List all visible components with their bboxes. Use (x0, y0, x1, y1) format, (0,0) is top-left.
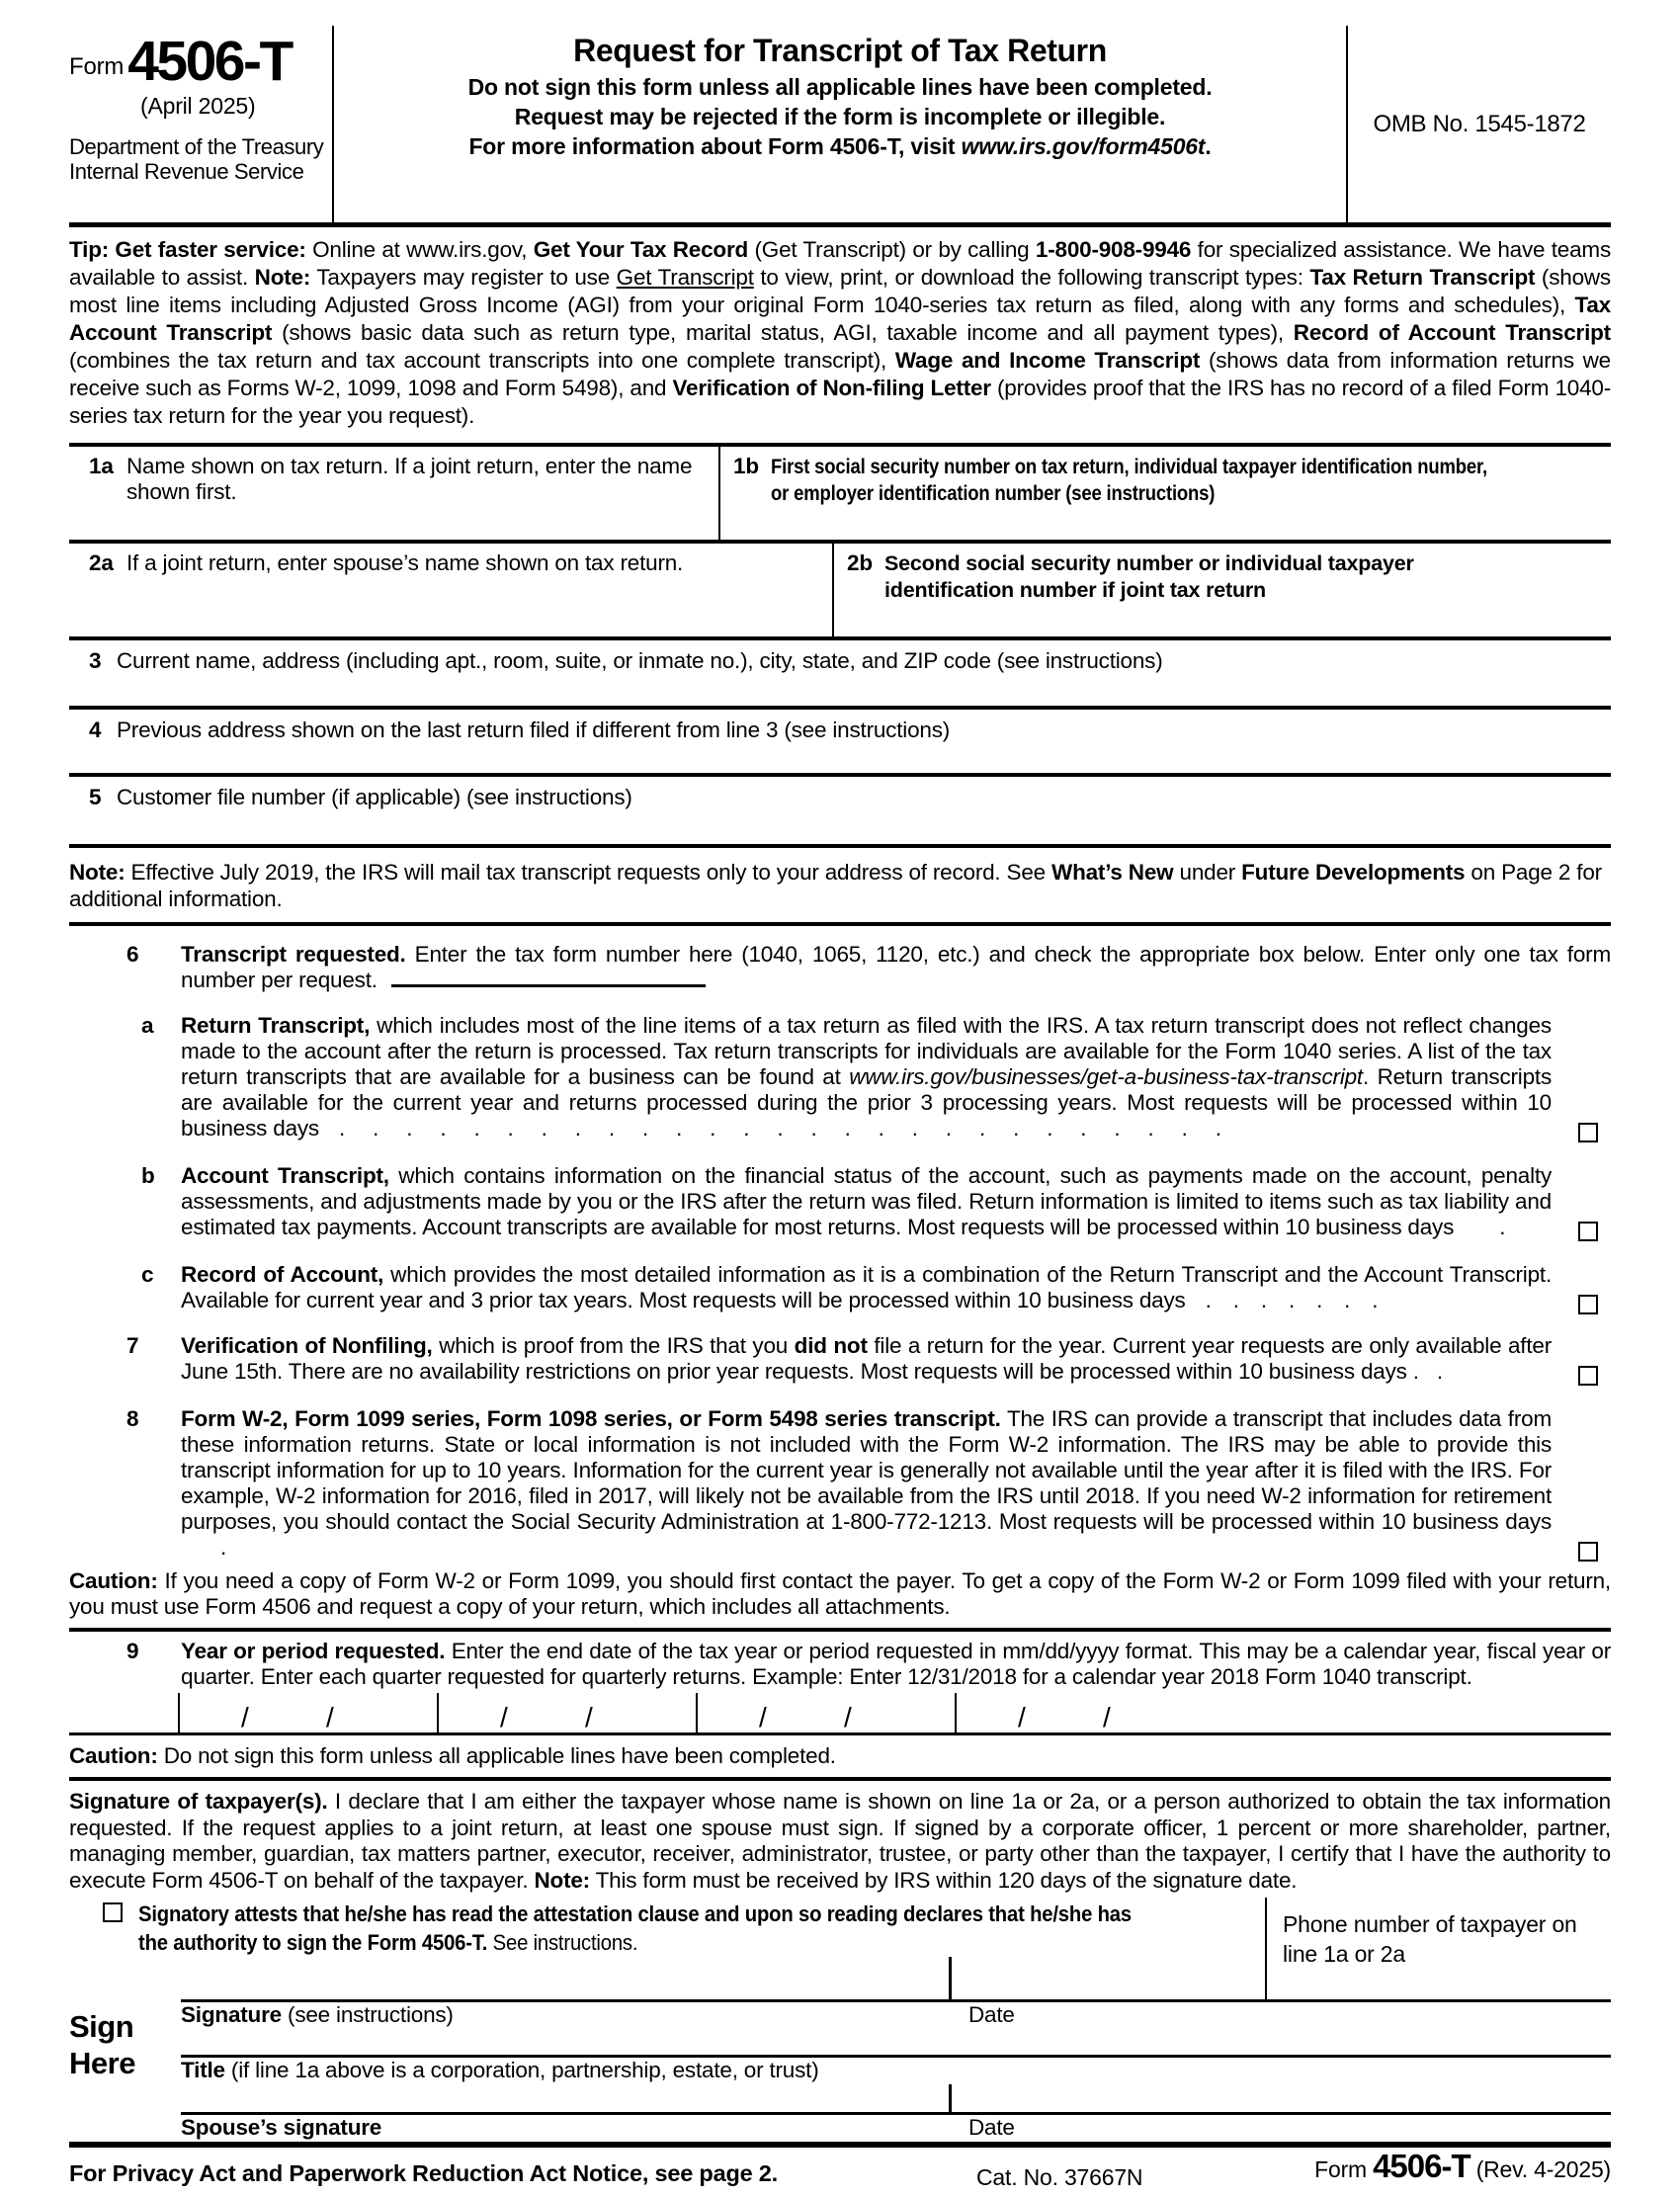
line-3-number: 3 (89, 648, 102, 673)
signature-input-area[interactable] (138, 1957, 1265, 2002)
footer-form-word: Form (1314, 2156, 1367, 2182)
sign-here-section (69, 1898, 1611, 2142)
date-slash: / (585, 1702, 593, 1732)
line-6b-letter: b (141, 1163, 155, 1188)
field-1a-name-area[interactable] (69, 447, 718, 540)
spouse-signature-input-area[interactable] (69, 2084, 1611, 2112)
date-requested-cell-3[interactable] (696, 1693, 955, 1732)
signature-label: Signature (see instructions) (181, 2002, 454, 2027)
line-2b-label: Second social security number or individual taxpayer identification number if joint tax return (884, 551, 1414, 602)
signature-date-label: Date (968, 2002, 1015, 2027)
row-1 (69, 447, 1611, 544)
record-of-account-checkbox[interactable] (1578, 1295, 1598, 1314)
caution-w2-copy: Caution: If you need a copy of Form W-2 or Form 1099, you should first contact the payer. To get a copy of the Form W-2 or Form 1099 filed with your return, you must use Form 4506 and request a copy of your return, which includes all attachments. (69, 1568, 1611, 1632)
line-1a-label: Name shown on tax return. If a joint return, enter the name shown first. (126, 454, 693, 504)
line-2a-label: If a joint return, enter spouse’s name shown on tax return. (126, 550, 684, 575)
attestation-plain: See instructions. (487, 1930, 638, 1955)
line-6-text: Transcript requested. Enter the tax form number here (1040, 1065, 1120, etc.) and check the appropriate box below. Enter only one tax form number per request. (181, 942, 1612, 992)
line-9-year-or-period (69, 1632, 1611, 1690)
dot-leader: . . . . . . . . . . . . . . . . . . . . . . . . . . . (339, 1116, 1221, 1141)
date-column-divider (949, 2084, 952, 2112)
phone-number-label: Phone number of taxpayer on line 1a or 2a (1283, 1911, 1577, 1967)
header-instruction-2: Request may be rejected if the form is incomplete or illegible. (514, 104, 1166, 129)
title-input-area[interactable] (69, 2029, 1611, 2055)
tax-form-number-input-line[interactable] (391, 983, 706, 987)
dot-leader: . (1499, 1215, 1506, 1239)
year-period-entry-row (69, 1690, 1611, 1735)
spouse-label-row (69, 2115, 1611, 2142)
line-6b-account-transcript (69, 1163, 1611, 1240)
line-7-verification-of-nonfiling (69, 1333, 1611, 1385)
date-slash: / (500, 1702, 508, 1732)
return-transcript-checkbox[interactable] (1578, 1123, 1598, 1142)
line-5-label: Customer file number (if applicable) (see instructions) (117, 785, 632, 809)
form-number-block (69, 26, 334, 222)
name-ssn-table (69, 447, 1611, 640)
dot-leader: . (1436, 1359, 1443, 1384)
form-word: Form (69, 53, 125, 80)
field-5-customer-file-number-area[interactable] (69, 777, 1611, 848)
signature-declaration: Signature of taxpayer(s). I declare that I am either the taxpayer whose name is shown on line 1a or 2a, or a person authorized to obtain the tax information requested. If the request applies to a joint return, at least one spouse must sign. If signed by a corporate officer, 1 percent or more shareholder, partner, managing member, guardian, tax matters partner, executor, receiver, administrator, trustee, or party other than the taxpayer, I certify that I have the authority to execute Form 4506-T on behalf of the taxpayer. Note: This form must be received by IRS within 120 days of the signature date. (69, 1789, 1611, 1893)
date-slash: / (844, 1702, 852, 1732)
sign-here-label: Sign Here (69, 2009, 135, 2080)
agency-line-2: Internal Revenue Service (69, 159, 304, 184)
dot-leader: . (220, 1535, 227, 1560)
line-6a-return-transcript (69, 1013, 1611, 1141)
line-6b-text: Account Transcript, which contains information on the financial status of the account, such as payments made on the account, penalty assessments, and adjustments made by you or the IRS after the return was filed. Return information is limited to items such as tax liability and estimated tax payments. Account transcripts are available for most returns. Most requests will be processed within 10 business days (181, 1163, 1552, 1239)
agency-line-1: Department of the Treasury (69, 134, 324, 159)
field-4-previous-address-area[interactable] (69, 710, 1611, 777)
line-6-transcript-requested (69, 942, 1611, 993)
attestation-text (138, 1900, 1152, 1957)
header-instruction-1: Do not sign this form unless all applicable lines have been completed. (467, 74, 1213, 100)
line-6c-letter: c (141, 1262, 154, 1287)
footer-revision: (Rev. 4-2025) (1475, 2156, 1611, 2182)
dot-leader: . . . . . . . (1205, 1288, 1379, 1312)
agency-block (69, 134, 324, 184)
line-6a-text: Return Transcript, which includes most of the line items of a tax return as filed with the IRS. A tax return transcript does not reflect changes made to the account after the return is processed. Tax return transcripts for individuals are available for the Form 1040 series. A list of the tax return transcripts that are available for a business can be found at www.irs.gov/businesses/get-a-business-tax-transcript. Return transcripts are available for the current year and returns processed during the prior 3 processing years. Most requests will be processed within 10 business days (181, 1013, 1552, 1141)
attestation-row (69, 1898, 1611, 2002)
omb-number: OMB No. 1545-1872 (1346, 26, 1611, 222)
line-7-text: Verification of Nonfiling, which is proof from the IRS that you did not file a return for the year. Current year requests are only available after June 15th. There are no availability restrictions on prior year requests. Most requests will be processed within 10 business days . (181, 1333, 1552, 1384)
verification-nonfiling-checkbox[interactable] (1578, 1366, 1598, 1386)
date-requested-cell-4[interactable] (955, 1693, 1214, 1732)
catalog-number: Cat. No. 37667N (976, 2164, 1143, 2190)
field-3-current-address-area[interactable] (69, 640, 1611, 710)
field-2b-ssn-area[interactable] (832, 544, 1611, 636)
line-8-text: Form W-2, Form 1099 series, Form 1098 series, or Form 5498 series transcript. The IRS can provide a transcript that includes data from these information returns. State or local information is not included with the Form W-2 information. The IRS may be able to provide this transcript information for up to 10 years. Information for the current year is generally not available until the year after it is filed with the IRS. For example, W-2 information for 2016, filed in 2017, will likely not be available from the IRS until 2018. If you need W-2 information for retirement purposes, you should contact the Social Security Administration at 1-800-772-1213. Most requests will be processed within 10 business days (181, 1406, 1552, 1534)
date-slash: / (326, 1702, 334, 1732)
page-title: Request for Transcript of Tax Return (573, 33, 1107, 68)
title-label: Title (if line 1a above is a corporation, partnership, estate, or trust) (181, 2058, 819, 2082)
note-paragraph: Note: Effective July 2019, the IRS will mail tax transcript requests only to your address of record. See What’s New under Future Developments on Page 2 for additional information. (69, 848, 1611, 926)
page-footer (69, 2148, 1611, 2197)
date-slash: / (759, 1702, 767, 1732)
date-column-divider (949, 1957, 952, 2002)
line-2b-number: 2b (847, 550, 873, 575)
title-label-row (69, 2058, 1611, 2084)
attestation-bold: Signatory attests that he/she has read the attestation clause and upon so reading declares that he/she has the authority to sign the Form 4506-T. (138, 1901, 1132, 1955)
line-1a-number: 1a (89, 454, 114, 478)
date-slash: / (241, 1702, 249, 1732)
field-1b-ssn-area[interactable] (718, 447, 1611, 540)
header-instruction-3: For more information about Form 4506-T, visit www.irs.gov/form4506t. (468, 133, 1212, 159)
footer-form-number: 4506-T (1373, 2148, 1470, 2184)
form-revision-date: (April 2025) (140, 93, 256, 119)
line-3-label: Current name, address (including apt., room, suite, or inmate no.), city, state, and ZIP code (see instructions) (117, 648, 1163, 673)
account-transcript-checkbox[interactable] (1578, 1222, 1598, 1241)
phone-number-input-area[interactable] (1283, 1969, 1611, 2002)
phone-number-cell (1265, 1898, 1611, 2002)
line-1b-number: 1b (733, 454, 759, 478)
date-slash: / (1018, 1702, 1026, 1732)
footer-form-id (1314, 2148, 1611, 2184)
line-8-w2-1099-transcript (69, 1406, 1611, 1561)
date-requested-cell-1[interactable] (178, 1693, 437, 1732)
line-1b-label: First social security number on tax return, individual taxpayer identification number, or employer identification number (see instructions) (771, 455, 1487, 505)
form-title-block (334, 26, 1346, 222)
line-4-label: Previous address shown on the last return filed if different from line 3 (see instructions) (117, 718, 951, 742)
row-2 (69, 544, 1611, 640)
line-6c-text: Record of Account, which provides the most detailed information as it is a combination of the Return Transcript and the Account Transcript. Available for current year and 3 prior tax years. Most requests will be processed within 10 business days (181, 1262, 1553, 1312)
line-6-number: 6 (126, 942, 139, 967)
line-9-text: Year or period requested. Enter the end date of the tax year or period requested in mm/dd/yyyy format. This may be a calendar year, fiscal year or quarter. Enter each quarter requested for quarterly returns. Example: Enter 12/31/2018 for a calendar year 2018 Form 1040 transcript. (181, 1639, 1611, 1689)
spouse-date-label: Date (968, 2115, 1015, 2140)
line-4-number: 4 (89, 718, 102, 742)
attestation-area (69, 1898, 1265, 2002)
spouse-signature-label: Spouse’s signature (181, 2115, 382, 2140)
line-9-number: 9 (126, 1639, 139, 1663)
line-6a-letter: a (141, 1013, 154, 1038)
signature-label-row (69, 2002, 1611, 2029)
form-number-line (69, 30, 324, 93)
line-5-number: 5 (89, 785, 102, 809)
line-7-number: 7 (126, 1333, 139, 1358)
privacy-act-notice: For Privacy Act and Paperwork Reduction Act Notice, see page 2. (69, 2160, 778, 2186)
form-header (69, 26, 1611, 227)
field-2a-spouse-name-area[interactable] (69, 544, 832, 636)
line-8-number: 8 (126, 1406, 139, 1431)
form-number: 4506-T (127, 30, 292, 93)
date-slash: / (1103, 1702, 1111, 1732)
caution-do-not-sign: Caution: Do not sign this form unless all applicable lines have been completed. (69, 1735, 1611, 1781)
date-requested-cell-2[interactable] (437, 1693, 696, 1732)
attestation-checkbox[interactable] (103, 1902, 123, 1922)
line-2a-number: 2a (89, 550, 114, 575)
line-6c-record-of-account (69, 1262, 1611, 1313)
w2-1099-series-checkbox[interactable] (1578, 1542, 1598, 1562)
tip-paragraph: Tip: Get faster service: Online at www.irs.gov, Get Your Tax Record (Get Transcript) or by calling 1-800-908-9946 for specialized assistance. We have teams available to assist. Note: Taxpayers may register to use Get Transcript to view, print, or download the following transcript types: Tax Return Transcript (shows most line items including Adjusted Gross Income (AGI) from your original Form 1040-series tax return as filed, along with any forms and schedules), Tax Account Transcript (shows basic data such as return type, marital status, AGI, taxable income and all payment types), Record of Account Transcript (combines the tax return and tax account transcripts into one complete transcript), Wage and Income Transcript (shows data from information returns we receive such as Forms W-2, 1099, 1098 and Form 5498), and Verification of Non-filing Letter (provides proof that the IRS has no record of a filed Form 1040-series tax return for the year you request). (69, 227, 1611, 447)
